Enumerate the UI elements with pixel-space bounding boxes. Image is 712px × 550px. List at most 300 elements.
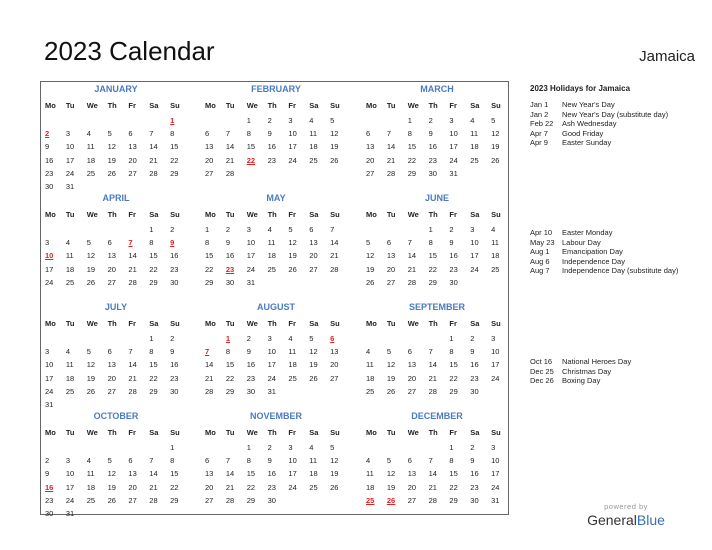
- day-cell: 9: [470, 347, 475, 357]
- day-cell: 9: [45, 142, 50, 152]
- empty-cell: [64, 441, 85, 454]
- day-cell: 1: [449, 443, 454, 452]
- day-cell: 28: [407, 277, 417, 287]
- day-cell: 26: [86, 277, 96, 287]
- empty-cell: [224, 114, 245, 127]
- holiday-date: Dec 25: [530, 366, 554, 376]
- empty-cell: [43, 114, 64, 127]
- weekday-label: Sa: [309, 210, 319, 219]
- day-cell: 6: [128, 456, 133, 466]
- day-cell: 23: [45, 168, 54, 178]
- holiday-date: Aug 7: [530, 266, 550, 275]
- day-cell: 10: [65, 142, 75, 152]
- empty-cell: [64, 114, 85, 127]
- weekday-label: Th: [107, 101, 117, 110]
- weekday-label: Sa: [470, 428, 480, 437]
- day-cell: 5: [330, 443, 335, 452]
- day-cell: 16: [470, 469, 479, 479]
- day-cell: 29: [407, 168, 417, 178]
- day-cell: 11: [86, 142, 95, 152]
- weekday-label: We: [86, 428, 98, 437]
- weekday-label: Su: [491, 101, 501, 110]
- weekday-label: Th: [267, 210, 277, 219]
- empty-cell: [147, 114, 168, 127]
- day-cell: 17: [288, 469, 297, 479]
- day-grid: [43, 223, 189, 289]
- day-cell: 11: [366, 360, 374, 370]
- holiday-row: [530, 257, 700, 267]
- day-cell: 31: [65, 181, 75, 191]
- holiday-panel-title: 2023 Holidays for Jamaica: [530, 84, 631, 93]
- weekday-label: Fr: [449, 428, 457, 437]
- day-cell: 13: [205, 142, 214, 152]
- day-cell: 30: [170, 386, 179, 396]
- day-cell: 20: [309, 251, 318, 261]
- weekday-label: Mo: [366, 210, 377, 219]
- day-cell: 17: [491, 360, 500, 370]
- holiday-name: New Year's Day (substitute day): [562, 109, 669, 119]
- day-cell: 16: [246, 360, 256, 370]
- empty-cell: [427, 332, 448, 345]
- day-cell: 11: [65, 251, 74, 261]
- weekday-label: Sa: [149, 210, 159, 219]
- day-cell: 26: [288, 264, 297, 274]
- empty-cell: [203, 332, 224, 345]
- day-cell: 7: [330, 225, 335, 234]
- empty-cell: [106, 332, 127, 345]
- day-cell: 21: [386, 155, 396, 165]
- weekday-label: Tu: [65, 319, 75, 328]
- day-cell: 20: [128, 482, 137, 492]
- day-cell: 12: [491, 129, 500, 139]
- day-cell: 22: [246, 482, 256, 492]
- holiday-name: Christmas Day: [562, 366, 612, 376]
- day-cell: 23: [267, 155, 276, 165]
- day-cell: 28: [386, 168, 396, 178]
- day-cell: 4: [309, 116, 314, 125]
- day-cell: 12: [107, 142, 116, 152]
- day-cell: 12: [386, 360, 396, 370]
- day-cell: 2: [267, 443, 272, 452]
- weekday-label: Tu: [225, 428, 235, 437]
- day-cell: 24: [65, 168, 75, 178]
- day-cell: 30: [45, 508, 54, 518]
- day-cell: 19: [330, 469, 339, 479]
- day-cell: 22: [149, 264, 158, 274]
- weekday-label: Tu: [386, 210, 396, 219]
- holiday-row: [530, 110, 700, 120]
- weekday-label: Su: [170, 210, 180, 219]
- day-cell: 19: [107, 155, 116, 165]
- day-cell: 17: [449, 142, 458, 152]
- day-cell: 31: [491, 495, 500, 505]
- day-cell: 28: [225, 495, 235, 505]
- day-cell: 5: [330, 116, 335, 125]
- day-cell: 9: [470, 456, 475, 466]
- empty-cell: [203, 441, 224, 454]
- day-cell: 23: [267, 482, 276, 492]
- weekday-label: Th: [267, 101, 277, 110]
- holiday-date: Apr 7: [530, 128, 548, 138]
- day-cell: 8: [407, 129, 412, 139]
- weekday-label: Sa: [149, 319, 159, 328]
- day-cell: 18: [65, 264, 75, 274]
- day-grid: [203, 114, 349, 180]
- day-cell: 9: [449, 238, 454, 248]
- day-cell: 10: [246, 238, 256, 248]
- day-cell: 20: [386, 264, 396, 274]
- empty-cell: [85, 332, 106, 345]
- day-cell: 6: [205, 129, 210, 139]
- holiday-row: [530, 100, 700, 110]
- day-cell: 31: [449, 168, 458, 178]
- day-cell: 28: [128, 386, 137, 396]
- holiday-name: Boxing Day: [562, 376, 601, 385]
- weekday-label: Mo: [366, 101, 377, 110]
- holiday-name: Labour Day: [562, 237, 601, 247]
- day-cell: 5: [288, 225, 293, 234]
- day-cell: 7: [407, 238, 412, 248]
- day-cell: 25: [309, 482, 318, 492]
- day-cell: 19: [386, 373, 396, 383]
- empty-cell: [85, 114, 106, 127]
- month-name: OCTOBER: [93, 411, 139, 421]
- day-cell: 9: [267, 129, 272, 139]
- weekday-label: Th: [428, 319, 438, 328]
- day-cell: 22: [225, 373, 235, 383]
- day-cell: 29: [149, 277, 158, 287]
- holiday-row: [530, 367, 700, 377]
- day-cell: 30: [470, 495, 479, 505]
- day-cell: 27: [407, 495, 417, 505]
- day-cell: 23: [170, 264, 179, 274]
- day-cell: 20: [128, 155, 137, 165]
- day-cell: 19: [386, 482, 396, 492]
- empty-cell: [364, 441, 385, 454]
- weekday-header: [43, 316, 189, 332]
- day-cell: 21: [128, 373, 137, 383]
- day-cell: 27: [205, 168, 214, 178]
- holiday-day: 16: [45, 482, 54, 492]
- day-cell: 25: [366, 386, 375, 396]
- day-cell: 24: [45, 277, 54, 287]
- day-cell: 7: [149, 129, 154, 139]
- day-cell: 8: [449, 347, 454, 357]
- day-cell: 16: [428, 142, 437, 152]
- day-grid: [203, 441, 349, 507]
- day-cell: 14: [128, 360, 137, 370]
- day-cell: 13: [205, 469, 214, 479]
- weekday-label: Mo: [205, 210, 216, 219]
- weekday-label: Mo: [45, 101, 56, 110]
- holiday-name: Easter Sunday: [562, 138, 612, 147]
- weekday-label: Sa: [470, 210, 480, 219]
- day-cell: 27: [366, 168, 375, 178]
- holiday-row: [530, 228, 700, 238]
- day-cell: 21: [225, 155, 235, 165]
- day-cell: 10: [449, 129, 458, 139]
- day-cell: 8: [246, 129, 251, 139]
- weekday-label: We: [246, 210, 258, 219]
- day-cell: 15: [449, 360, 458, 370]
- holiday-row: [530, 138, 700, 148]
- empty-cell: [203, 114, 224, 127]
- holiday-row: [530, 129, 700, 139]
- day-cell: 2: [470, 334, 475, 343]
- weekday-label: Su: [330, 428, 340, 437]
- empty-cell: [126, 441, 147, 454]
- weekday-label: Tu: [225, 101, 235, 110]
- weekday-label: Su: [491, 210, 501, 219]
- day-cell: 5: [86, 347, 91, 357]
- day-cell: 18: [86, 155, 96, 165]
- day-cell: 29: [449, 386, 458, 396]
- day-cell: 13: [128, 142, 137, 152]
- day-cell: 9: [267, 456, 272, 466]
- weekday-label: Th: [267, 428, 277, 437]
- weekday-label: We: [246, 319, 258, 328]
- weekday-header: [203, 316, 349, 332]
- day-cell: 12: [366, 251, 375, 261]
- empty-cell: [85, 223, 106, 236]
- weekday-label: We: [407, 101, 419, 110]
- day-cell: 16: [225, 251, 235, 261]
- day-cell: 23: [428, 155, 437, 165]
- weekday-label: We: [246, 101, 258, 110]
- weekday-label: Tu: [65, 428, 75, 437]
- day-cell: 4: [86, 456, 91, 466]
- day-cell: 20: [205, 155, 214, 165]
- day-cell: 2: [428, 116, 433, 125]
- day-cell: 14: [407, 251, 417, 261]
- day-cell: 31: [65, 508, 75, 518]
- weekday-label: Tu: [386, 101, 396, 110]
- day-cell: 22: [449, 482, 458, 492]
- month-november: [203, 409, 349, 513]
- weekday-label: We: [407, 428, 419, 437]
- day-cell: 25: [86, 168, 96, 178]
- day-cell: 5: [107, 456, 112, 466]
- weekday-label: Th: [107, 428, 117, 437]
- day-cell: 25: [65, 277, 75, 287]
- day-cell: 20: [407, 373, 417, 383]
- day-cell: 11: [309, 129, 318, 139]
- day-cell: 7: [386, 129, 392, 139]
- day-cell: 6: [386, 238, 392, 248]
- day-cell: 1: [149, 334, 154, 343]
- month-name: AUGUST: [257, 302, 295, 312]
- day-cell: 27: [128, 495, 137, 505]
- day-cell: 15: [428, 251, 437, 261]
- day-grid: [364, 223, 510, 289]
- day-cell: 11: [86, 469, 95, 479]
- weekday-label: Fr: [449, 319, 457, 328]
- day-cell: 6: [407, 456, 412, 466]
- weekday-header: [43, 98, 189, 114]
- day-cell: 29: [225, 386, 235, 396]
- day-grid: [364, 332, 510, 398]
- day-cell: 15: [225, 360, 235, 370]
- day-cell: 4: [65, 347, 71, 357]
- day-cell: 24: [491, 373, 500, 383]
- day-cell: 17: [246, 251, 256, 261]
- day-cell: 2: [45, 456, 50, 466]
- day-cell: 10: [470, 238, 479, 248]
- brand-general: General: [587, 512, 637, 528]
- holiday-date: Aug 6: [530, 256, 550, 266]
- powered-by-label: powered by: [604, 502, 648, 511]
- weekday-header: [203, 207, 349, 223]
- day-cell: 28: [428, 386, 437, 396]
- weekday-label: Sa: [149, 428, 159, 437]
- day-cell: 21: [205, 373, 214, 383]
- day-cell: 20: [107, 264, 116, 274]
- month-february: [203, 82, 349, 186]
- day-cell: 14: [386, 142, 396, 152]
- day-cell: 6: [407, 347, 412, 357]
- day-cell: 28: [149, 168, 158, 178]
- day-cell: 1: [170, 443, 175, 452]
- day-cell: 24: [288, 155, 297, 165]
- holiday-group: [530, 357, 700, 386]
- month-name: MARCH: [420, 84, 454, 94]
- day-grid: [43, 332, 189, 411]
- day-cell: 15: [407, 142, 417, 152]
- day-cell: 13: [366, 142, 375, 152]
- weekday-label: Fr: [288, 101, 296, 110]
- day-cell: 26: [491, 155, 500, 165]
- day-cell: 21: [128, 264, 137, 274]
- day-cell: 30: [428, 168, 437, 178]
- day-cell: 5: [491, 116, 496, 125]
- day-cell: 13: [407, 469, 417, 479]
- day-cell: 14: [428, 360, 437, 370]
- weekday-label: Sa: [309, 428, 319, 437]
- holiday-day: 1: [225, 334, 231, 343]
- day-cell: 14: [330, 238, 339, 248]
- weekday-label: Fr: [128, 428, 136, 437]
- day-cell: 11: [366, 469, 374, 479]
- day-cell: 7: [128, 347, 133, 357]
- weekday-label: Th: [107, 210, 117, 219]
- weekday-label: Fr: [449, 101, 457, 110]
- weekday-label: Fr: [128, 319, 136, 328]
- day-cell: 20: [407, 482, 417, 492]
- empty-cell: [406, 441, 427, 454]
- day-cell: 17: [45, 264, 54, 274]
- day-cell: 15: [149, 360, 158, 370]
- day-cell: 19: [107, 482, 116, 492]
- day-cell: 13: [128, 469, 137, 479]
- day-cell: 4: [86, 129, 91, 139]
- day-cell: 31: [267, 386, 276, 396]
- day-cell: 8: [225, 347, 231, 357]
- day-cell: 29: [246, 495, 256, 505]
- day-cell: 16: [267, 469, 276, 479]
- day-cell: 24: [491, 482, 500, 492]
- day-cell: 18: [86, 482, 96, 492]
- day-cell: 16: [45, 155, 54, 165]
- day-cell: 4: [267, 225, 272, 234]
- weekday-label: Sa: [309, 319, 319, 328]
- day-cell: 21: [225, 482, 235, 492]
- day-cell: 3: [491, 334, 496, 343]
- empty-cell: [106, 441, 127, 454]
- day-cell: 8: [205, 238, 210, 248]
- empty-cell: [406, 332, 427, 345]
- day-cell: 2: [170, 334, 175, 343]
- weekday-label: Mo: [45, 319, 56, 328]
- empty-cell: [43, 441, 64, 454]
- day-cell: 3: [491, 443, 496, 452]
- weekday-label: We: [86, 319, 98, 328]
- day-cell: 8: [170, 129, 175, 139]
- day-cell: 24: [449, 155, 458, 165]
- weekday-label: Mo: [366, 428, 377, 437]
- weekday-label: Th: [428, 210, 438, 219]
- month-name: DECEMBER: [411, 411, 463, 421]
- weekday-label: Fr: [288, 210, 296, 219]
- holiday-row: [530, 119, 700, 129]
- empty-cell: [385, 223, 406, 236]
- holiday-group: [530, 228, 700, 276]
- day-cell: 19: [366, 264, 375, 274]
- month-august: [203, 300, 349, 404]
- day-cell: 9: [170, 347, 175, 357]
- weekday-label: Th: [107, 319, 117, 328]
- weekday-label: Th: [428, 101, 438, 110]
- day-cell: 19: [86, 264, 96, 274]
- day-cell: 19: [288, 251, 297, 261]
- day-cell: 15: [246, 469, 256, 479]
- day-cell: 31: [45, 399, 54, 409]
- day-cell: 26: [107, 495, 116, 505]
- day-cell: 18: [309, 142, 318, 152]
- day-cell: 2: [225, 225, 231, 234]
- weekday-label: Mo: [45, 210, 56, 219]
- empty-cell: [364, 114, 385, 127]
- day-cell: 28: [428, 495, 437, 505]
- day-cell: 3: [470, 225, 475, 234]
- day-cell: 3: [65, 129, 71, 139]
- holiday-day: 23: [225, 264, 235, 274]
- day-cell: 10: [491, 456, 500, 466]
- weekday-header: [43, 207, 189, 223]
- holiday-name: National Heroes Day: [562, 357, 632, 366]
- weekday-label: Fr: [128, 210, 136, 219]
- day-cell: 18: [288, 360, 297, 370]
- day-cell: 1: [449, 334, 454, 343]
- day-cell: 15: [449, 469, 458, 479]
- empty-cell: [406, 223, 427, 236]
- day-cell: 11: [288, 347, 297, 357]
- day-cell: 12: [86, 251, 96, 261]
- day-cell: 3: [267, 334, 272, 343]
- day-cell: 18: [470, 142, 479, 152]
- day-cell: 11: [491, 238, 499, 248]
- weekday-header: [203, 425, 349, 441]
- day-cell: 26: [330, 482, 339, 492]
- day-cell: 13: [407, 360, 417, 370]
- day-cell: 5: [386, 456, 392, 466]
- month-october: [43, 409, 189, 518]
- day-cell: 13: [107, 360, 116, 370]
- holiday-name: Ash Wednesday: [562, 119, 617, 128]
- day-cell: 24: [288, 482, 297, 492]
- day-cell: 7: [149, 456, 154, 466]
- generalblue-logo: [586, 502, 666, 528]
- weekday-label: Mo: [205, 428, 216, 437]
